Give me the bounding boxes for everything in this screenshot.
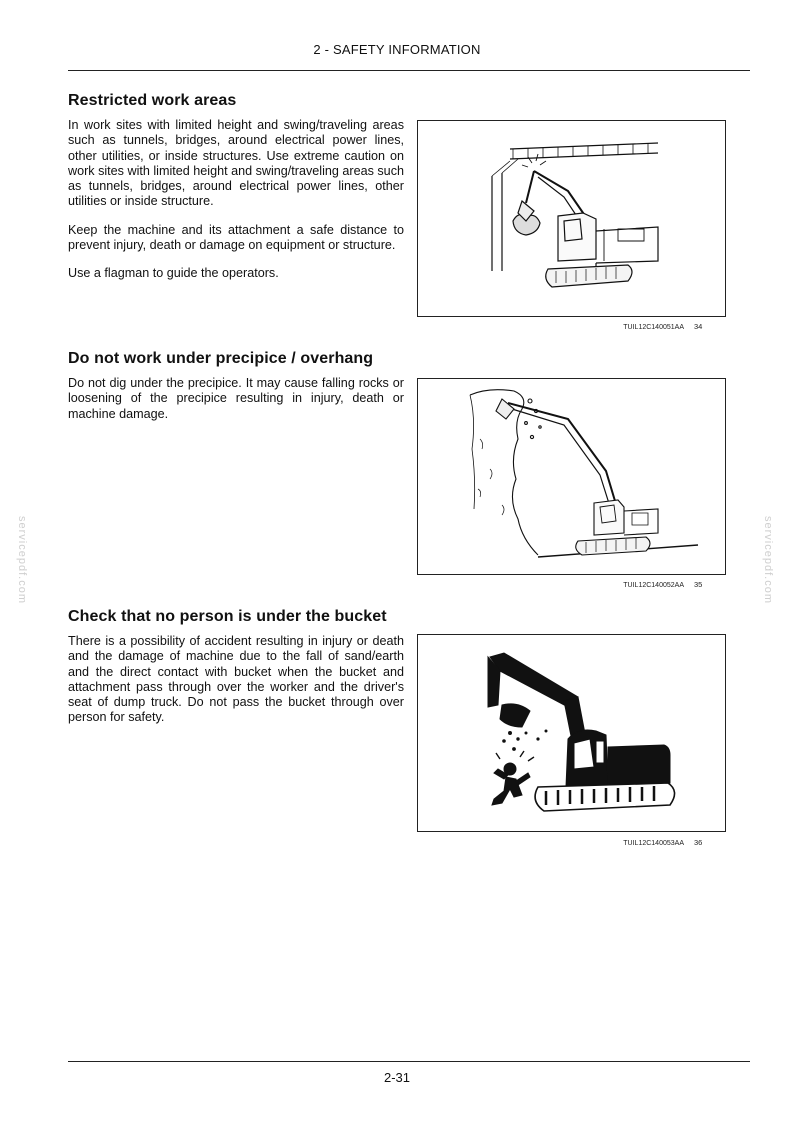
running-header: 2 - SAFETY INFORMATION xyxy=(313,42,481,57)
figure-code: TUIL12C140053AA xyxy=(623,840,684,847)
figure-number: 36 xyxy=(694,838,703,847)
paragraph: Keep the machine and its attachment a safe distance to prevent injury, death or damage on equipment or structure. xyxy=(68,222,404,253)
figure-number: 35 xyxy=(694,580,703,589)
section-person-under-bucket xyxy=(68,608,750,847)
section-body xyxy=(68,118,404,295)
section-restricted-work-areas xyxy=(68,92,750,331)
page-number: 2-31 xyxy=(383,1070,411,1085)
figure-precipice-illustration xyxy=(417,378,726,575)
section-heading: Check that no person is under the bucket xyxy=(68,608,387,625)
paragraph: Do not dig under the precipice. It may cause falling rocks or loosening of the precipice resulting in injury, death or machine damage. xyxy=(68,376,404,421)
figure-caption xyxy=(417,580,726,589)
watermark-right: servicepdf.com xyxy=(762,516,774,604)
section-precipice-overhang xyxy=(68,350,750,589)
paragraph: In work sites with limited height and swing/traveling areas such as tunnels, bridges, around electrical power lines, other utilities, or inside structures. Use extreme caution on work sites with limited height and swing/traveling areas such as tunnels, bridges, around electrical power lines, other utilities or inside structure. xyxy=(68,118,404,209)
paragraph: There is a possibility of accident resulting in injury or death and the damage of machine due to the fall of sand/earth and the direct contact with bucket when the bucket and attachment pass through over the worker and the driver's seat of dump truck. Do not pass the bucket through over person for safety. xyxy=(68,634,404,725)
figure-caption xyxy=(417,838,726,847)
excavator-bucket-over-worker-drawing xyxy=(418,635,725,831)
watermark-left: servicepdf.com xyxy=(16,516,28,604)
figure-bucket-over-person-illustration xyxy=(417,634,726,832)
figure-caption xyxy=(417,322,726,331)
excavator-under-ceiling-drawing xyxy=(418,121,725,316)
figure-restricted-area-illustration xyxy=(417,120,726,317)
footer-rule xyxy=(68,1061,750,1062)
section-heading: Do not work under precipice / overhang xyxy=(68,350,374,367)
section-body xyxy=(68,634,404,739)
figure-code: TUIL12C140052AA xyxy=(623,582,684,589)
section-body xyxy=(68,376,404,435)
figure-code: TUIL12C140051AA xyxy=(623,324,684,331)
header-rule xyxy=(68,70,750,71)
figure-number: 34 xyxy=(694,322,703,331)
paragraph: Use a flagman to guide the operators. xyxy=(68,266,279,281)
section-heading: Restricted work areas xyxy=(68,92,237,109)
excavator-under-overhang-drawing xyxy=(418,379,725,574)
